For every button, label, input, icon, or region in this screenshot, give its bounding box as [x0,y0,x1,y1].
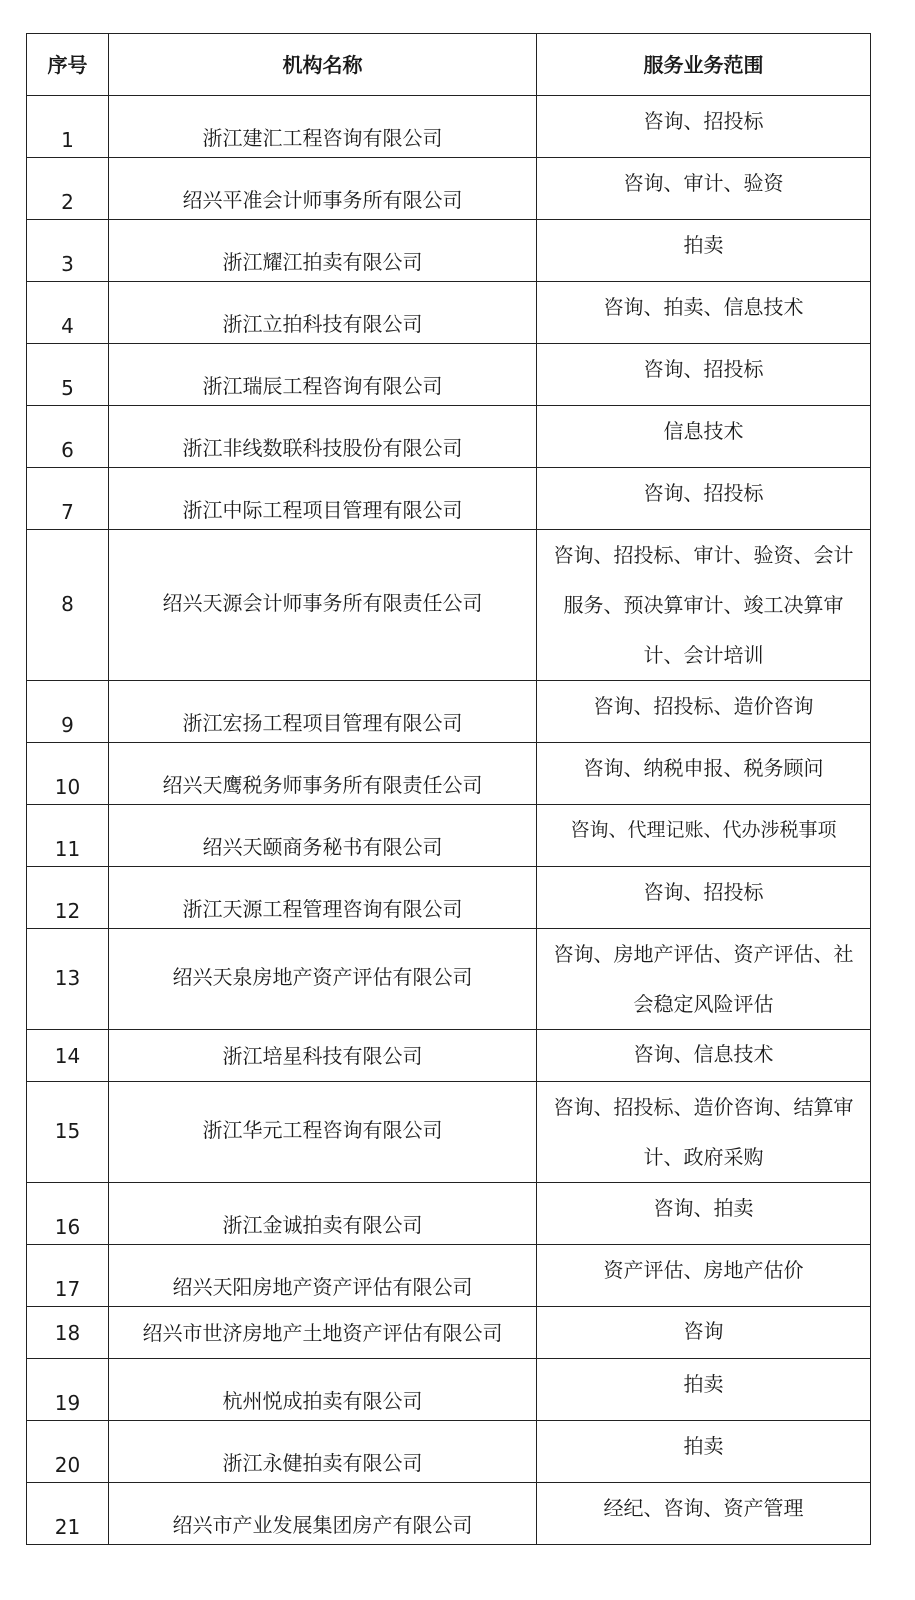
table-row [27,1421,871,1483]
row-scope: 拍卖 [537,1359,871,1421]
row-name: 绍兴市产业发展集团房产有限公司 [109,1483,537,1545]
row-name: 浙江耀江拍卖有限公司 [109,220,537,282]
row-scope: 咨询、招投标 [537,468,871,530]
row-name: 浙江瑞辰工程咨询有限公司 [109,344,537,406]
document-page [26,33,870,1545]
table-row [27,743,871,805]
table-row [27,468,871,530]
row-scope: 咨询、招投标、造价咨询、结算审计、政府采购 [537,1082,871,1183]
row-no: 10 [27,743,109,805]
row-scope: 咨询、招投标、审计、验资、会计服务、预决算审计、竣工决算审计、会计培训 [537,530,871,681]
row-no: 4 [27,282,109,344]
row-scope: 信息技术 [537,406,871,468]
row-scope: 咨询、信息技术 [537,1030,871,1082]
table-row [27,1082,871,1183]
row-no: 13 [27,929,109,1030]
table-row [27,96,871,158]
header-no: 序号 [27,34,109,96]
table-row [27,1359,871,1421]
row-no: 5 [27,344,109,406]
row-name: 绍兴市世济房地产土地资产评估有限公司 [109,1307,537,1359]
row-scope: 咨询、招投标 [537,344,871,406]
table-row [27,681,871,743]
row-scope: 资产评估、房地产估价 [537,1245,871,1307]
row-scope: 咨询、拍卖 [537,1183,871,1245]
row-no: 15 [27,1082,109,1183]
row-no: 6 [27,406,109,468]
row-name: 浙江宏扬工程项目管理有限公司 [109,681,537,743]
row-no: 7 [27,468,109,530]
row-scope: 经纪、咨询、资产管理 [537,1483,871,1545]
row-no: 9 [27,681,109,743]
row-no: 21 [27,1483,109,1545]
row-name: 浙江建汇工程咨询有限公司 [109,96,537,158]
row-name: 绍兴天颐商务秘书有限公司 [109,805,537,867]
row-no: 16 [27,1183,109,1245]
row-name: 浙江金诚拍卖有限公司 [109,1183,537,1245]
table-row [27,1183,871,1245]
row-name: 杭州悦成拍卖有限公司 [109,1359,537,1421]
row-name: 绍兴平准会计师事务所有限公司 [109,158,537,220]
row-scope: 咨询、招投标、造价咨询 [537,681,871,743]
row-name: 绍兴天泉房地产资产评估有限公司 [109,929,537,1030]
agency-table [26,33,871,1545]
row-name: 浙江培星科技有限公司 [109,1030,537,1082]
row-name: 绍兴天源会计师事务所有限责任公司 [109,530,537,681]
row-no: 19 [27,1359,109,1421]
table-row [27,220,871,282]
table-row [27,805,871,867]
row-no: 3 [27,220,109,282]
row-no: 20 [27,1421,109,1483]
table-row [27,1307,871,1359]
table-row [27,1483,871,1545]
row-name: 浙江天源工程管理咨询有限公司 [109,867,537,929]
row-scope: 拍卖 [537,220,871,282]
row-no: 18 [27,1307,109,1359]
row-name: 绍兴天阳房地产资产评估有限公司 [109,1245,537,1307]
row-scope: 咨询、招投标 [537,96,871,158]
table-row [27,282,871,344]
table-row [27,158,871,220]
row-scope: 咨询、拍卖、信息技术 [537,282,871,344]
row-scope: 咨询、代理记账、代办涉税事项 [537,805,871,867]
row-no: 1 [27,96,109,158]
row-name: 浙江永健拍卖有限公司 [109,1421,537,1483]
table-header-row [27,34,871,96]
row-scope: 咨询 [537,1307,871,1359]
row-no: 14 [27,1030,109,1082]
row-name: 浙江非线数联科技股份有限公司 [109,406,537,468]
table-row [27,530,871,681]
row-scope: 拍卖 [537,1421,871,1483]
row-scope: 咨询、房地产评估、资产评估、社会稳定风险评估 [537,929,871,1030]
row-name: 绍兴天鹰税务师事务所有限责任公司 [109,743,537,805]
row-name: 浙江立拍科技有限公司 [109,282,537,344]
table-row [27,929,871,1030]
row-name: 浙江中际工程项目管理有限公司 [109,468,537,530]
row-name: 浙江华元工程咨询有限公司 [109,1082,537,1183]
row-no: 2 [27,158,109,220]
header-name: 机构名称 [109,34,537,96]
row-scope: 咨询、纳税申报、税务顾问 [537,743,871,805]
table-row [27,1245,871,1307]
row-scope: 咨询、招投标 [537,867,871,929]
header-scope: 服务业务范围 [537,34,871,96]
row-no: 17 [27,1245,109,1307]
row-no: 12 [27,867,109,929]
table-row [27,867,871,929]
table-row [27,344,871,406]
row-no: 11 [27,805,109,867]
table-row [27,1030,871,1082]
row-scope: 咨询、审计、验资 [537,158,871,220]
table-row [27,406,871,468]
row-no: 8 [27,530,109,681]
